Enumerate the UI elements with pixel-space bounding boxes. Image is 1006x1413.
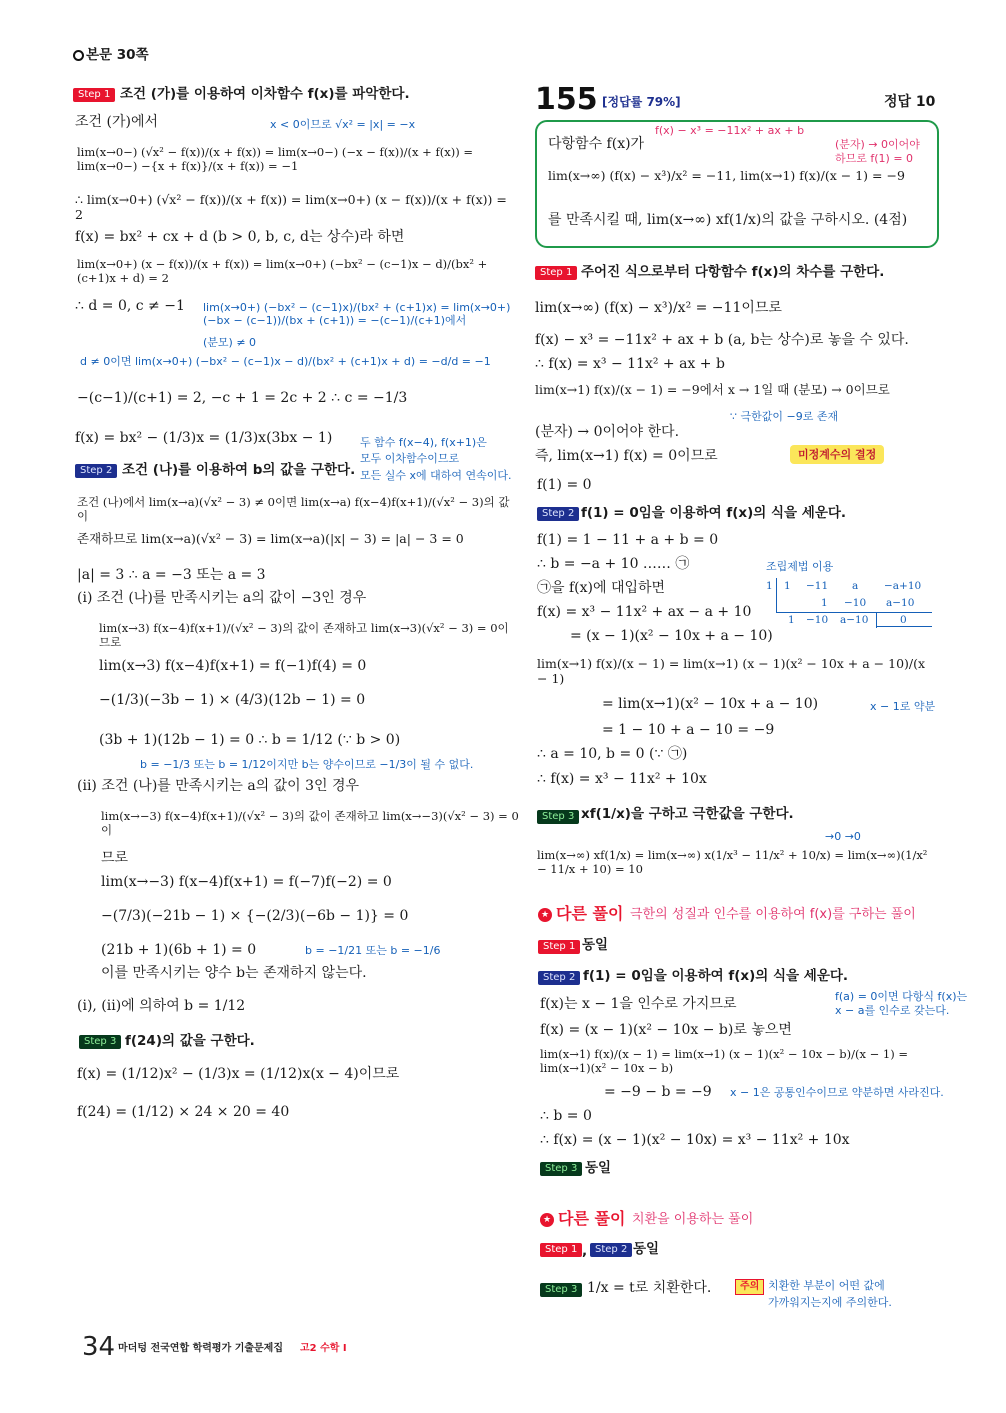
solution-line: = (x − 1)(x² − 10x + a − 10) bbox=[570, 628, 773, 644]
annotation: b = −1/3 또는 b = 1/12이지만 b는 양수이므로 −1/3이 될 수 없다. bbox=[140, 758, 474, 771]
solution-line: ∴ f(x) = x³ − 11x² + ax + b bbox=[535, 356, 725, 372]
sd-cell: −11 bbox=[806, 580, 829, 592]
solution-line: = −9 − b = −9 bbox=[604, 1084, 712, 1100]
star-icon: ★ bbox=[538, 908, 552, 922]
sd-cell: −10 bbox=[844, 597, 867, 609]
solution-line: f(x) = (1/12)x² − (1/3)x = (1/12)x(x − 4)이므로 bbox=[77, 1066, 400, 1082]
caution-badge: 주의 bbox=[735, 1279, 764, 1295]
solution-line: = 1 − 10 + a − 10 = −9 bbox=[602, 722, 775, 738]
step-title: 1/x = t로 치환한다. bbox=[587, 1280, 712, 1296]
annotation: 치환한 부분이 어떤 값에 bbox=[768, 1279, 885, 1292]
step-title: 동일 bbox=[633, 1241, 660, 1257]
solution-line: f(x)는 x − 1을 인수로 가지므로 bbox=[540, 996, 737, 1012]
solution-line: (21b + 1)(6b + 1) = 0 bbox=[101, 942, 257, 958]
sd-cell: a−10 bbox=[840, 614, 869, 626]
answer-label: 정답 10 bbox=[884, 94, 936, 110]
annotation: 가까워지는지에 주의한다. bbox=[768, 1296, 892, 1309]
solution-line: −(1/3)(−3b − 1) × (4/3)(12b − 1) = 0 bbox=[99, 692, 366, 708]
step-badge: Step 1 bbox=[538, 940, 580, 954]
step-title: 동일 bbox=[585, 1160, 612, 1176]
solution-line: lim(x→∞) (f(x) − x³)/x² = −11이므로 bbox=[535, 300, 782, 316]
annotation: 하므로 f(1) = 0 bbox=[835, 152, 914, 165]
solution-line: lim(x→1) f(x)/(x − 1) = lim(x→1) (x − 1)(x² − 10x − b)/(x − 1) = lim(x→1)(x² − 10x − b) bbox=[540, 1047, 908, 1075]
step-badge: Step 3 bbox=[540, 1162, 582, 1176]
solution-line: f(1) = 0 bbox=[537, 477, 592, 493]
step-badge: Step 3 bbox=[537, 810, 579, 824]
solution-line: (ii) 조건 (나)를 만족시키는 a의 값이 3인 경우 bbox=[77, 778, 360, 794]
solution-line: 존재하므로 lim(x→a)(√x² − 3) = lim(x→a)(|x| − 3) = |a| − 3 = 0 bbox=[77, 531, 464, 546]
annotation: f(x) − x³ = −11x² + ax + b bbox=[655, 124, 805, 137]
solution-line: f(x) − x³ = −11x² + ax + b (a, b는 상수)로 놓을 수 있다. bbox=[535, 332, 909, 348]
solution-line: lim(x→∞) xf(1/x) = lim(x→∞) x(1/x³ − 11/x² + 10/x) = lim(x→∞)(1/x² − 11/x + 10) = 10 bbox=[537, 848, 928, 876]
step-badge: Step 1 bbox=[73, 88, 115, 102]
synthetic-division-table bbox=[766, 578, 932, 626]
sd-cell: 0 bbox=[900, 614, 907, 626]
step-badge: Step 2 bbox=[590, 1243, 632, 1257]
sd-cell: a−10 bbox=[886, 597, 915, 609]
annotation: 두 함수 f(x−4), f(x+1)은 bbox=[360, 436, 487, 449]
alt-solution-subtitle: 극한의 성질과 인수를 이용하여 f(x)를 구하는 풀이 bbox=[630, 907, 916, 922]
annotation: lim(x→0+) (−bx² − (c−1)x)/(bx² + (c+1)x) = lim(x→0+) (−bx − (c−1))/(bx + (c+1)) = −(c−1)/(c+1)에서 bbox=[203, 301, 511, 328]
solution-line: ∴ a = 10, b = 0 (∵ ㉠) bbox=[537, 746, 688, 762]
step-badge: Step 2 bbox=[538, 971, 580, 985]
step-title: xf(1/x)을 구하고 극한값을 구한다. bbox=[581, 806, 794, 822]
step-title: 동일 bbox=[582, 937, 609, 953]
separator: , bbox=[582, 1243, 588, 1259]
solution-line: |a| = 3 ∴ a = −3 또는 a = 3 bbox=[77, 567, 266, 583]
alt-solution-label: 다른 풀이 bbox=[556, 904, 624, 923]
solution-line: lim(x→−3) f(x−4)f(x+1)/(√x² − 3)의 값이 존재하고 lim(x→−3)(√x² − 3) = 0이 bbox=[101, 809, 519, 837]
annotation: x − a를 인수로 갖는다. bbox=[835, 1004, 950, 1017]
problem-text: 를 만족시킬 때, lim(x→∞) xf(1/x)의 값을 구하시오. (4점) bbox=[548, 212, 908, 228]
problem-number: 155 bbox=[535, 82, 598, 117]
solution-line: 조건 (가)에서 bbox=[75, 114, 158, 130]
solution-line: f(x) = bx² − (1/3)x = (1/3)x(3bx − 1) bbox=[75, 430, 333, 446]
step-title: f(1) = 0임을 이용하여 f(x)의 식을 세운다. bbox=[581, 505, 847, 521]
solution-line: −(7/3)(−21b − 1) × {−(2/3)(−6b − 1)} = 0 bbox=[101, 908, 409, 924]
solution-line: = lim(x→1)(x² − 10x + a − 10) bbox=[602, 696, 819, 712]
solution-line: f(x) = bx² + cx + d (b > 0, b, c, d는 상수)라 하면 bbox=[75, 229, 405, 245]
step-title: 조건 (가)를 이용하여 이차함수 f(x)를 파악한다. bbox=[120, 86, 410, 102]
solution-line: 이를 만족시키는 양수 b는 존재하지 않는다. bbox=[101, 965, 367, 981]
annotation: f(a) = 0이면 다항식 f(x)는 bbox=[835, 990, 968, 1003]
annotation: 모든 실수 x에 대하여 연속이다. bbox=[360, 469, 512, 482]
solution-line: f(1) = 1 − 11 + a + b = 0 bbox=[537, 532, 719, 548]
annotation: d ≠ 0이면 lim(x→0+) (−bx² − (c−1)x − d)/(bx² + (c+1)x + d) = −d/d = −1 bbox=[80, 355, 491, 368]
annotation: ∵ 극한값이 −9로 존재 bbox=[730, 410, 839, 423]
solution-line: ∴ f(x) = x³ − 11x² + 10x bbox=[537, 771, 707, 787]
book-title: 마더텅 전국연합 학력평가 기출문제집 bbox=[118, 1343, 284, 1354]
annotation: (분자) → 0이어야 bbox=[835, 138, 920, 151]
solution-line: lim(x→1) f(x)/(x − 1) = lim(x→1) (x − 1)(x² − 10x + a − 10)/(x − 1) bbox=[537, 656, 926, 686]
annotation: 조립제법 이용 bbox=[766, 560, 834, 573]
solution-line: lim(x→−3) f(x−4)f(x+1) = f(−7)f(−2) = 0 bbox=[101, 874, 392, 890]
problem-text: 다항함수 f(x)가 bbox=[548, 136, 645, 152]
sd-cell: 1 bbox=[784, 580, 791, 592]
solution-line: f(x) = x³ − 11x² + ax − a + 10 bbox=[537, 604, 752, 620]
tip-badge: 미정계수의 결정 bbox=[790, 445, 884, 464]
sd-cell: 1 bbox=[821, 597, 828, 609]
step-title: f(1) = 0임을 이용하여 f(x)의 식을 세운다. bbox=[583, 968, 849, 984]
annotation: x − 1로 약분 bbox=[870, 700, 936, 713]
step-badge: Step 1 bbox=[540, 1243, 582, 1257]
step-title: f(24)의 값을 구한다. bbox=[125, 1033, 255, 1049]
solution-line: (3b + 1)(12b − 1) = 0 ∴ b = 1/12 (∵ b > 0) bbox=[99, 732, 401, 748]
solution-line: ∴ d = 0, c ≠ −1 bbox=[75, 298, 185, 314]
annotation: b = −1/21 또는 b = −1/6 bbox=[305, 944, 441, 957]
step-badge: Step 1 bbox=[535, 266, 577, 280]
solution-line: 조건 (나)에서 lim(x→a)(√x² − 3) ≠ 0이면 lim(x→a) f(x−4)f(x+1)/(√x² − 3)의 값이 bbox=[77, 495, 510, 523]
solution-line: (i) 조건 (나)를 만족시키는 a의 값이 −3인 경우 bbox=[77, 590, 367, 606]
correct-rate: [정답률 79%] bbox=[602, 95, 681, 109]
step-badge: Step 2 bbox=[75, 464, 117, 478]
annotation: →0 →0 bbox=[825, 830, 861, 843]
solution-line: f(24) = (1/12) × 24 × 20 = 40 bbox=[77, 1104, 290, 1120]
page-reference: 본문 30쪽 bbox=[86, 47, 149, 63]
bullet-circle-icon bbox=[73, 50, 84, 61]
step-badge: Step 3 bbox=[540, 1283, 582, 1297]
sd-cell: −a+10 bbox=[884, 580, 922, 592]
solution-line: (i), (ii)에 의하여 b = 1/12 bbox=[77, 998, 246, 1014]
solution-line: lim(x→1) f(x)/(x − 1) = −9에서 x → 1일 때 (분모) → 0이므로 bbox=[535, 382, 890, 397]
solution-line: f(x) = (x − 1)(x² − 10x − b)로 놓으면 bbox=[540, 1022, 792, 1038]
problem-condition: lim(x→∞) (f(x) − x³)/x² = −11, lim(x→1) f(x)/(x − 1) = −9 bbox=[548, 168, 905, 183]
page-number: 34 bbox=[82, 1332, 116, 1362]
solution-line: lim(x→0−) (√x² − f(x))/(x + f(x)) = lim(x→0−) (−x − f(x))/(x + f(x)) = lim(x→0−) −{x + f(x)}/(x + f(x)) = −1 bbox=[77, 145, 473, 173]
step-title: 주어진 식으로부터 다항함수 f(x)의 차수를 구한다. bbox=[581, 264, 885, 280]
step-title: 조건 (나)를 이용하여 b의 값을 구한다. bbox=[122, 462, 356, 478]
solution-line: −(c−1)/(c+1) = 2, −c + 1 = 2c + 2 ∴ c = −1/3 bbox=[77, 390, 408, 406]
alt-solution-subtitle: 치환을 이용하는 풀이 bbox=[632, 1212, 754, 1227]
annotation: 모두 이차함수이므로 bbox=[360, 452, 460, 465]
step-badge: Step 3 bbox=[79, 1035, 121, 1049]
annotation: x < 0이므로 √x² = |x| = −x bbox=[270, 118, 416, 131]
sd-divisor: 1 bbox=[766, 580, 773, 592]
solution-line: lim(x→3) f(x−4)f(x+1)/(√x² − 3)의 값이 존재하고 lim(x→3)(√x² − 3) = 0이므로 bbox=[99, 621, 509, 649]
sd-cell: −10 bbox=[806, 614, 829, 626]
solution-line: ∴ f(x) = (x − 1)(x² − 10x) = x³ − 11x² + 10x bbox=[540, 1132, 850, 1148]
solution-line: ∴ b = −a + 10 …… ㉠ bbox=[537, 556, 690, 572]
sd-cell: 1 bbox=[788, 614, 795, 626]
annotation: (분모) ≠ 0 bbox=[203, 336, 257, 349]
solution-line: ∴ b = 0 bbox=[540, 1108, 592, 1124]
solution-line: 즉, lim(x→1) f(x) = 0이므로 bbox=[535, 448, 718, 464]
subject-label: 고2 수학 I bbox=[300, 1343, 347, 1354]
solution-line: 므로 bbox=[101, 850, 129, 866]
sd-cell: a bbox=[852, 580, 859, 592]
solution-line: lim(x→3) f(x−4)f(x+1) = f(−1)f(4) = 0 bbox=[99, 658, 367, 674]
solution-line: ∴ lim(x→0+) (√x² − f(x))/(x + f(x)) = lim(x→0+) (x − f(x))/(x + f(x)) = 2 bbox=[75, 192, 507, 222]
solution-line: ㉠을 f(x)에 대입하면 bbox=[537, 580, 666, 596]
solution-line: lim(x→0+) (x − f(x))/(x + f(x)) = lim(x→0+) (−bx² − (c−1)x − d)/(bx² + (c+1)x + d) = 2 bbox=[77, 257, 488, 285]
solution-line: (분자) → 0이어야 한다. bbox=[535, 424, 680, 440]
step-badge: Step 2 bbox=[537, 507, 579, 521]
star-icon: ★ bbox=[540, 1213, 554, 1227]
alt-solution-label: 다른 풀이 bbox=[558, 1209, 626, 1228]
annotation: x − 1은 공통인수이므로 약분하면 사라진다. bbox=[730, 1086, 944, 1099]
